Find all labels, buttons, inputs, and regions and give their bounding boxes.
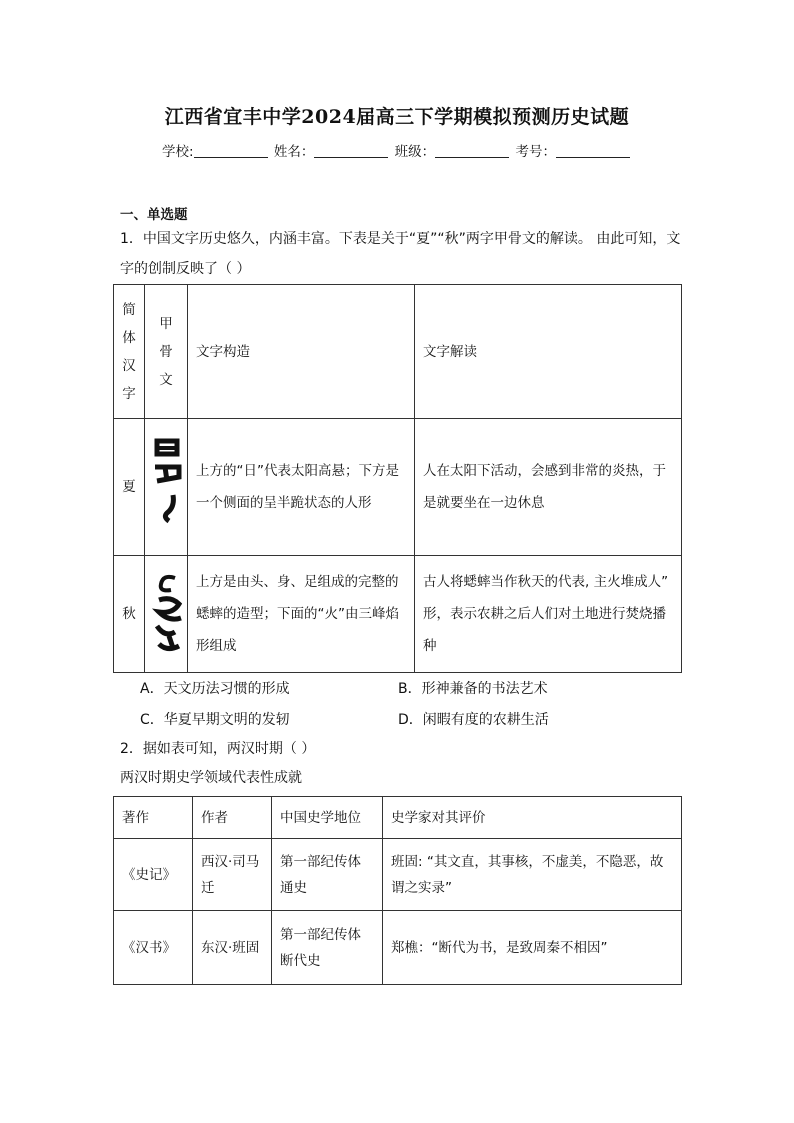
table-row xyxy=(114,839,682,911)
question-1-stem xyxy=(120,224,690,284)
exam-number-blank[interactable] xyxy=(556,143,630,158)
evaluation-cell xyxy=(383,839,682,911)
status-line: 断代史 xyxy=(280,952,321,969)
header-char: 字 xyxy=(122,385,136,402)
table-header-row xyxy=(114,285,682,419)
evaluation-line: 班固: “其文直，其事核，不虚美，不隐恶，故 xyxy=(391,853,664,870)
question-2-table xyxy=(113,796,682,985)
question-1-table xyxy=(113,284,682,673)
structure-line: 形组成 xyxy=(196,638,237,654)
status-line: 第一部纪传体 xyxy=(280,926,361,943)
evaluation-cell xyxy=(383,911,682,985)
question-1-option-d[interactable]: D．闲暇有度的农耕生活 xyxy=(398,712,549,728)
evaluation-line: 郑樵：“断代为书，是致周秦不相因” xyxy=(391,939,608,956)
header-status: 中国史学地位 xyxy=(272,797,383,839)
structure-line: 蟋蟀的造型；下面的“火”由三峰焰 xyxy=(196,606,399,622)
status-cell xyxy=(272,911,383,985)
author-cell xyxy=(193,839,272,911)
header-simplified xyxy=(114,285,145,419)
table-row xyxy=(114,556,682,673)
table-header-row xyxy=(114,797,682,839)
exam-number-label: 考号： xyxy=(515,144,556,160)
structure-cell xyxy=(188,419,415,556)
oracle-xia-glyph xyxy=(145,419,188,556)
structure-line: 一个侧面的呈半跪状态的人形 xyxy=(196,495,372,511)
header-work: 著作 xyxy=(114,797,193,839)
author-cell xyxy=(193,911,272,985)
page-title: 江西省宜丰中学2024届高三下学期模拟预测历史试题 xyxy=(164,106,630,128)
question-1-line-2: 字的创制反映了（ ） xyxy=(120,261,251,277)
question-1-option-c[interactable]: C．华夏早期文明的发轫 xyxy=(140,712,290,728)
school-blank[interactable] xyxy=(194,143,268,158)
question-1-line-1: 1．中国文字历史悠久，内涵丰富。下表是关于“夏”“秋”两字甲骨文的解读。 由此可知，文 xyxy=(120,231,681,247)
question-1-option-b[interactable]: B．形神兼备的书法艺术 xyxy=(398,681,548,697)
table-row xyxy=(114,911,682,985)
interpret-line: 形，表示农耕之后人们对土地进行焚烧播 xyxy=(423,606,666,622)
class-blank[interactable] xyxy=(435,143,509,158)
student-info-line xyxy=(0,140,794,160)
structure-line: 上方的“日”代表太阳高悬；下方是 xyxy=(196,463,399,479)
interpret-line: 人在太阳下活动，会感到非常的炎热，于 xyxy=(423,463,666,479)
interpret-cell xyxy=(415,419,682,556)
structure-line: 上方是由头、身、足组成的完整的 xyxy=(196,574,399,590)
table-row xyxy=(114,419,682,556)
evaluation-line: 谓之实录” xyxy=(391,879,452,896)
name-label: 姓名： xyxy=(273,144,315,160)
author-line: 迁 xyxy=(201,879,215,896)
question-2-stem: 2．据如表可知，两汉时期（ ） xyxy=(120,741,316,757)
class-label: 班级： xyxy=(394,144,436,160)
header-oracle xyxy=(145,285,188,419)
interpret-cell xyxy=(415,556,682,673)
status-line: 通史 xyxy=(280,879,307,896)
author-line: 西汉·司马 xyxy=(201,853,260,870)
header-char: 文 xyxy=(159,371,173,388)
char-cell: 秋 xyxy=(114,556,145,673)
header-interpret: 文字解读 xyxy=(415,285,682,419)
header-author: 作者 xyxy=(193,797,272,839)
status-line: 第一部纪传体 xyxy=(280,853,361,870)
interpret-line: 是就要坐在一边休息 xyxy=(423,495,545,511)
oracle-qiu-glyph xyxy=(145,556,188,673)
header-char: 甲 xyxy=(159,315,173,332)
status-cell xyxy=(272,839,383,911)
header-structure: 文字构造 xyxy=(188,285,415,419)
header-char: 体 xyxy=(122,329,136,346)
work-cell: 《汉书》 xyxy=(114,911,193,985)
header-char: 骨 xyxy=(159,343,173,360)
name-blank[interactable] xyxy=(314,143,388,158)
header-char: 汉 xyxy=(122,357,136,374)
question-1-option-a[interactable]: A．天文历法习惯的形成 xyxy=(140,681,290,697)
work-cell: 《史记》 xyxy=(114,839,193,911)
oracle-qiu-icon xyxy=(145,556,187,660)
interpret-line: 种 xyxy=(423,638,437,654)
interpret-line: 古人将蟋蟀当作秋天的代表, 主火堆成人” xyxy=(423,574,669,590)
author-line: 东汉·班固 xyxy=(201,939,260,956)
question-2-table-caption: 两汉时期史学领域代表性成就 xyxy=(120,770,302,786)
oracle-xia-icon xyxy=(145,421,187,541)
char-cell: 夏 xyxy=(114,419,145,556)
structure-cell xyxy=(188,556,415,673)
header-evaluation: 史学家对其评价 xyxy=(383,797,682,839)
section-title: 一、单选题 xyxy=(120,207,188,223)
header-char: 简 xyxy=(122,301,136,318)
school-label: 学校: xyxy=(162,144,194,160)
